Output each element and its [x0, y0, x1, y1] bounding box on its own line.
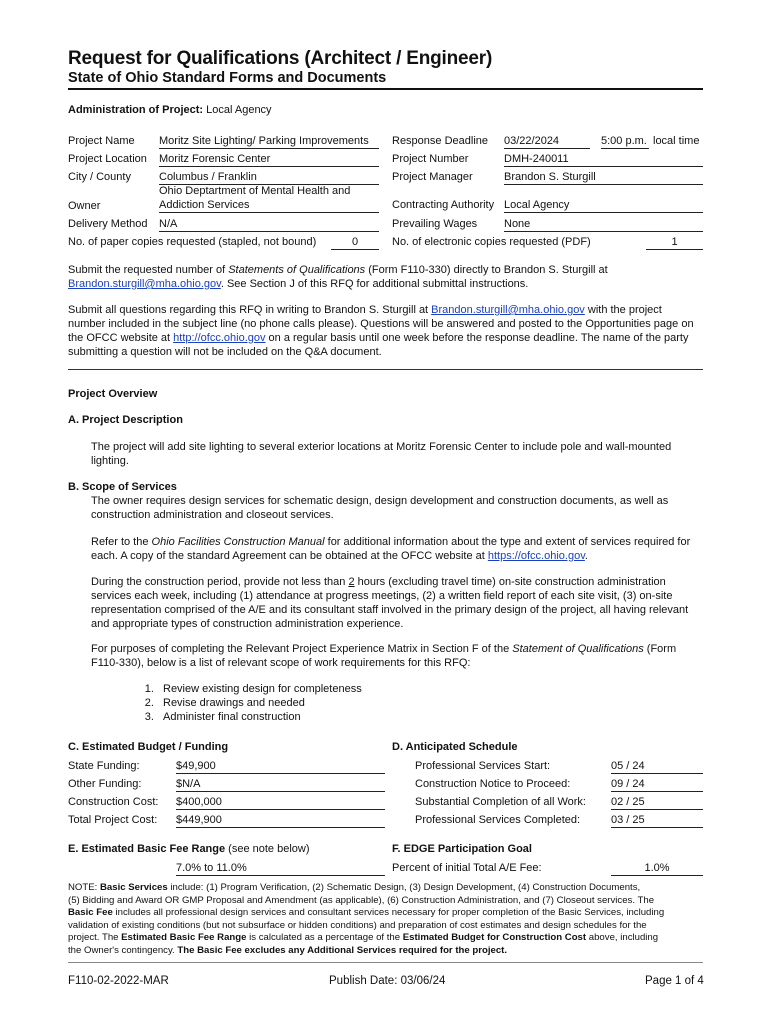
submit-p1-email-link[interactable]: Brandon.sturgill@mha.ohio.gov	[68, 278, 221, 290]
scope-text-2-italic: Ohio Facilities Construction Manual	[151, 536, 325, 548]
project-name-field: Moritz Site Lighting/ Parking Improvements	[159, 134, 379, 149]
section-divider	[68, 369, 703, 370]
note-bold: Basic Fee	[68, 907, 113, 918]
paper-copies-label: No. of paper copies requested (stapled, not bound)	[68, 236, 317, 248]
note-text: validation of existing conditions (but not subsurface or hidden conditions) and preparation of cost estimates and design schedules for the	[68, 919, 647, 931]
paper-copies-field: 0	[331, 235, 379, 250]
fee-range-heading-note: (see note below)	[225, 843, 310, 855]
note-text: NOTE:	[68, 882, 100, 893]
services-completed-field: 03 / 25	[611, 813, 703, 828]
submit-p2-email-link[interactable]: Brandon.sturgill@mha.ohio.gov	[431, 304, 585, 316]
city-county-value: Columbus / Franklin	[159, 171, 257, 183]
response-deadline-label: Response Deadline	[392, 135, 489, 147]
notice-to-proceed-label: Construction Notice to Proceed:	[415, 778, 571, 790]
note-bold: Estimated Basic Fee Range	[121, 932, 247, 943]
edge-heading: F. EDGE Participation Goal	[392, 843, 532, 855]
owner-label: Owner	[68, 200, 101, 212]
scope-text-3-hours: 2	[348, 576, 355, 588]
submit-p1-text-a: Submit the requested number of	[68, 264, 229, 276]
submit-p2-text-c: on a regular basis until one week before the response deadline. The name of the party submitting a question will not be included on the Q&A document.	[68, 332, 689, 358]
owner-value-line1: Ohio Deptartment of Mental Health and	[159, 185, 351, 197]
electronic-copies-field: 1	[646, 235, 703, 250]
scope-of-services-heading: B. Scope of Services	[68, 481, 177, 493]
note-bold: Basic Services	[99, 882, 168, 893]
project-number-label: Project Number	[392, 153, 469, 165]
scope-text-4-a: For purposes of completing the Relevant Project Experience Matrix in Section F of the	[91, 643, 513, 655]
schedule-heading: D. Anticipated Schedule	[392, 741, 518, 753]
services-start-field: 05 / 24	[611, 759, 703, 774]
owner-value-line2: Addiction Services	[159, 198, 379, 213]
substantial-completion-field: 02 / 25	[611, 795, 703, 810]
scope-list-item: 2. Revise drawings and needed	[157, 696, 535, 710]
construction-cost-label: Construction Cost:	[68, 796, 159, 808]
note-text: include: (1) Program Verification, (2) Schematic Design, (3) Design Development, (4) Construction Documents,	[167, 882, 641, 893]
scope-text-4	[91, 642, 703, 670]
project-location-label: Project Location	[68, 153, 147, 165]
note-text: includes all professional design services and consultant services necessary for proper completion of the Basic Services, including	[112, 907, 665, 918]
construction-cost-field: $400,000	[176, 795, 385, 810]
document-subtitle: State of Ohio Standard Forms and Documents	[68, 70, 387, 86]
ofcc-website-link[interactable]: https://ofcc.ohio.gov	[487, 550, 585, 562]
project-location-field: Moritz Forensic Center	[159, 152, 379, 167]
scope-text-2-c: .	[584, 550, 588, 562]
total-project-cost-field: $449,900	[176, 813, 385, 828]
header-rule	[68, 88, 703, 90]
delivery-method-field: N/A	[159, 217, 379, 232]
state-funding-label: State Funding:	[68, 760, 140, 772]
scope-text-4-b: (Form F110-330), below is a list of relevant scope of work requirements for this RFQ:	[91, 643, 677, 669]
note-text: is calculated as a percentage of the	[246, 932, 403, 943]
scope-list-item: 3. Administer final construction	[157, 710, 535, 724]
scope-list	[135, 682, 535, 724]
edge-percent-field: 1.0%	[611, 861, 703, 876]
submit-p2-text-a: Submit all questions regarding this RFQ in writing to Brandon S. Sturgill at	[68, 304, 432, 316]
fee-range-heading	[68, 843, 310, 855]
document-title: Request for Qualifications (Architect / Engineer)	[68, 48, 493, 69]
edge-percent-label: Percent of initial Total A/E Fee:	[392, 862, 542, 874]
budget-heading: C. Estimated Budget / Funding	[68, 741, 229, 753]
note-block	[68, 882, 708, 957]
contracting-authority-field: Local Agency	[504, 198, 703, 213]
submit-p1-text-c: . See Section J of this RFQ for additional submittal instructions.	[220, 278, 529, 290]
project-manager-field: Brandon S. Sturgill	[504, 170, 703, 185]
state-funding-field: $49,900	[176, 759, 385, 774]
project-name-label: Project Name	[68, 135, 135, 147]
project-description-heading: A. Project Description	[68, 414, 183, 426]
project-overview-heading: Project Overview	[68, 388, 158, 400]
scope-text-3	[91, 575, 701, 631]
submit-paragraph-1	[68, 263, 703, 291]
note-text: (5) Bidding and Award OR GMP Proposal and Amendment (as applicable), (6) Construction Administration, and (7) Closeout services. The	[68, 894, 655, 906]
response-deadline-time: 5:00 p.m.	[601, 134, 649, 149]
scope-text-2-a: Refer to the	[91, 536, 152, 548]
scope-text-2-b: for additional information about the type and extent of services required for each. A copy of the standard Agreement can be obtained at the OFCC website at	[91, 536, 691, 562]
publish-date: Publish Date: 03/06/24	[329, 975, 446, 987]
response-deadline-suffix: local time	[653, 135, 700, 147]
prevailing-wages-field: None	[504, 217, 703, 232]
prevailing-wages-label: Prevailing Wages	[392, 218, 478, 230]
total-project-cost-label: Total Project Cost:	[68, 814, 158, 826]
fee-range-heading-text: E. Estimated Basic Fee Range	[68, 843, 226, 855]
submit-p1-text-b: (Form F110-330) directly to Brandon S. Sturgill at	[365, 264, 608, 276]
services-start-label: Professional Services Start:	[415, 760, 551, 772]
scope-text-3-a: During the construction period, provide not less than	[91, 576, 349, 588]
submit-p2-website-link[interactable]: http://ofcc.ohio.gov	[173, 332, 266, 344]
note-bold: Estimated Budget for Construction Cost	[402, 932, 587, 943]
administration-value: Local Agency	[206, 104, 272, 116]
substantial-completion-label: Substantial Completion of all Work:	[415, 796, 586, 808]
scope-list-item: 1. Review existing design for completeness	[157, 682, 535, 696]
electronic-copies-label: No. of electronic copies requested (PDF)	[392, 236, 591, 248]
project-number-field: DMH-240011	[504, 152, 703, 167]
project-description-text: The project will add site lighting to several exterior locations at Moritz Forensic Center to include pole and wall-mounted lighting.	[91, 441, 672, 467]
note-bold: The Basic Fee excludes any Additional Services required for the project.	[177, 944, 508, 956]
administration-line	[68, 104, 272, 116]
scope-text-4-italic: Statement of Qualifications	[512, 643, 644, 655]
project-manager-label: Project Manager	[392, 171, 473, 183]
delivery-method-label: Delivery Method	[68, 218, 148, 230]
city-county-label: City / County	[68, 171, 131, 183]
form-number: F110-02-2022-MAR	[68, 975, 169, 987]
notice-to-proceed-field: 09 / 24	[611, 777, 703, 792]
other-funding-label: Other Funding:	[68, 778, 142, 790]
submit-paragraph-2	[68, 303, 700, 359]
contracting-authority-label: Contracting Authority	[392, 199, 495, 211]
submit-p2-text-b: with the project number included in the subject line (no phone calls please). Questions will be answered and posted to the Opportunities page on the OFCC website at	[68, 304, 694, 344]
services-completed-label: Professional Services Completed:	[415, 814, 581, 826]
other-funding-field: $N/A	[176, 777, 385, 792]
submit-p1-italic: Statements of Qualifications	[228, 264, 366, 276]
note-text: above, including	[586, 932, 659, 943]
scope-text-1: The owner requires design services for schematic design, design development and construction documents, as well as construction administration and closeout services.	[91, 495, 669, 521]
response-deadline-date: 03/22/2024	[504, 134, 590, 149]
administration-label: Administration of Project:	[68, 104, 204, 116]
fee-range-field: 7.0% to 11.0%	[176, 861, 385, 876]
note-text: the Owner's contingency.	[68, 944, 178, 956]
page-number: Page 1 of 4	[645, 975, 704, 987]
footer-rule	[68, 962, 703, 963]
scope-text-3-b: hours (excluding travel time) on-site construction administration services each week, including (1) attendance at progress meetings, (2) a written field report of each site visit, (3) on-site representation comprised of the A/E and its consultant staff involved in the primary design of the project, all having relevant and appropriate types of construction administration experience.	[91, 576, 689, 630]
note-text: project. The	[68, 932, 122, 943]
scope-text-2	[91, 535, 703, 563]
